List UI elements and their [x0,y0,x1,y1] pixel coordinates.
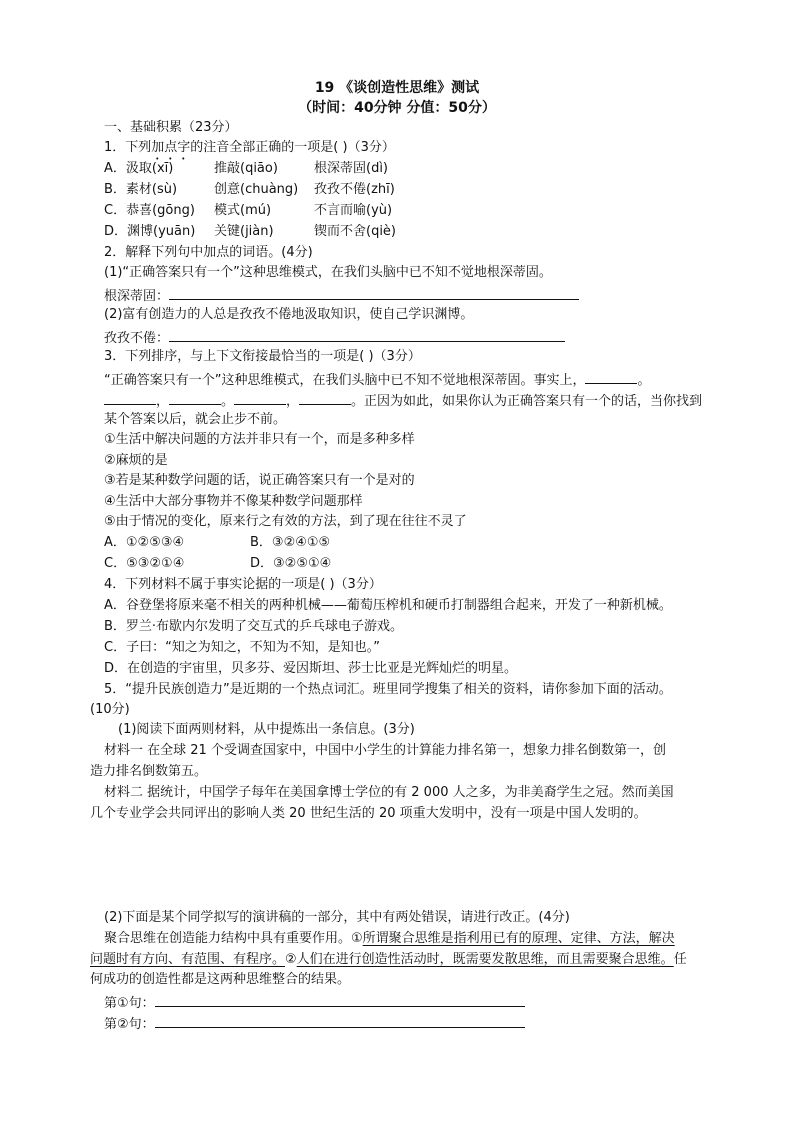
q5-material-1-line-1: 材料一 在全球 21 个受调查国家中，中国中小学生的计算能力排名第一，想象力排名倒数第一，创 [104,743,666,758]
q4-stem: 4．下列材料不属于事实论据的一项是( )（3分） [104,577,382,592]
q3-passage-line-2: ， 。 ， 。正因为如此，如果你认为正确答案只有一个的话，当你找到 [104,389,702,412]
worksheet-page: 19 《谈创造性思维》测试 （时间：40分钟 分值：50分） 一、基础积累（23分） 1．下列加点字的注音全部正确的一项是( )（3分） A．汲取(xī) 推敲(qiāo) 根深蒂固(dì) B．素材(sù) 创意(chuàng) 孜孜不倦(zhī) C．恭喜(gōng) 模式(mú) 不言而喻(yù) D．渊博(yuān) 关键(jiàn) 锲而不舍(qiè) 2．解释下列句中加点的词语。(4分) (1)“正确答案只有一个”这种思维模式，在我们头脑中已不知不觉地根深蒂固。 根深蒂固： (2)富有创造力的人总是孜孜不倦地汲取知识，使自己学识渊博。 孜孜不倦： 3．下列排序，与上下文衔接最恰当的一项是( )（3分） “正确答案只有一个”这种思维模式，在我们头脑中已不知不觉地根深蒂固。事实上， 。 ， 。 ， 。正因为如此，如果你认为正确答案只有一个的话，当你找到 某个答案以后，就会止步不前。 ①生活中解决问题的方法并非只有一个，而是多种多样 ②麻烦的是 ③若是某种数学问题的话，说正确答案只有一个是对的 ④生活中大部分事物并不像某种数学问题那样 ⑤由于情况的变化，原来行之有效的方法，到了现在往往不灵了 A．①②⑤③④ B．③②④①⑤ C．⑤③②①④ D．③②⑤①④ 4．下列材料不属于事实论据的一项是( )（3分） A．谷登堡将原来毫不相关的两种机械——葡萄压榨机和硬币打制器组合起来，开发了一种新机械。 B．罗兰·布歇内尔发明了交互式的乒乓球电子游戏。 C．子曰：“知之为知之，不知为不知，是知也。” D．在创造的宇宙里，贝多芬、爱因斯坦、莎士比亚是光辉灿烂的明星。 5．“提升民族创造力”是近期的一个热点词汇。班里同学搜集了相关的资料，请你参加下面的活动。 (10分) (1)阅读下面两则材料，从中提炼出一条信息。(3分) 材料一 在全球 21 个受调查国家中，中国中小学生的计算能力排名第一，想象力排名倒数第一，创 造力排名倒数第五。 材料二 据统计，中国学子每年在美国拿博士学位的有 2 000 人之多，为非美裔学生之冠。然而美国 几个专业学会共同评出的影响人类 20 世纪生活的 20 项重大发明中，没有一项是中国人发明的。 (2)下面是某个同学拟写的演讲稿的一部分，其中有两处错误，请进行改正。(4分) 聚合思维在创造能力结构中具有重要作用。①所谓聚合思维是指利用已有的原理、定律、方法，解决 问题时有方向、有范围、有程序。②人们在进行创造性活动时，既需要发散思维，而且需要聚合思维。任 何成功的创造性都是这两种思维整合的结果。 第①句： 第②句： [0,0,794,1123]
q5-stem-score: (10分) [90,702,130,717]
q3-passage-line-3: 某个答案以后，就会止步不前。 [104,412,287,427]
q3-option-b: B．③②④①⑤ [250,535,331,550]
q3-stem: 3．下列排序，与上下文衔接最恰当的一项是( )（3分） [104,349,421,364]
page-subtitle: （时间：40分钟 分值：50分） [298,100,496,116]
q2-answer-blank-1[interactable] [169,284,579,300]
q5-material-2-line-2: 几个专业学会共同评出的影响人类 20 世纪生活的 20 项重大发明中，没有一项是中国人发明的。 [90,806,647,821]
q5-speech-line-2: 问题时有方向、有范围、有程序。②人们在进行创造性活动时，既需要发散思维，而且需要聚合思维。任 [90,952,687,967]
q3-item-5: ⑤由于情况的变化，原来行之有效的方法，到了现在往往不灵了 [104,514,467,529]
q2-stem: 2．解释下列句中加点的词语。(4分) [104,245,313,260]
q4-option-b: B．罗兰·布歇内尔发明了交互式的乒乓球电子游戏。 [104,619,404,634]
section-heading: 一、基础积累（23分） [104,120,238,135]
q2-answer-line-1: 根深蒂固： [104,284,579,307]
q5-speech-line-3: 何成功的创造性都是这两种思维整合的结果。 [90,972,351,987]
q4-option-d: D．在创造的宇宙里，贝多芬、爱因斯坦、莎士比亚是光辉灿烂的明星。 [104,661,518,676]
q3-option-c: C．⑤③②①④ [104,556,185,571]
q3-item-2: ②麻烦的是 [104,453,168,468]
q3-option-a: A．①②⑤③④ [104,535,185,550]
q3-blank-5[interactable] [299,389,351,405]
q5-material-2-line-1: 材料二 据统计，中国学子每年在美国拿博士学位的有 2 000 人之多，为非美裔学生之冠。然而美国 [104,785,674,800]
q5-answer-line-1: 第①句： [104,991,525,1014]
q3-blank-2[interactable] [104,389,156,405]
q5-answer-blank-1[interactable] [155,991,525,1007]
q5-answer-blank-2[interactable] [155,1012,525,1028]
q5-sub-1: (1)阅读下面两则材料，从中提炼出一条信息。(3分) [118,722,415,737]
q3-option-d: D．③②⑤①④ [250,556,332,571]
q3-blank-3[interactable] [169,389,221,405]
q5-answer-line-2: 第②句： [104,1012,525,1035]
q3-item-1: ①生活中解决问题的方法并非只有一个，而是多种多样 [104,432,415,447]
q3-passage-line-1: “正确答案只有一个”这种思维模式，在我们头脑中已不知不觉地根深蒂固。事实上， 。 [104,368,651,391]
q5-material-1-line-2: 造力排名倒数第五。 [90,764,208,779]
q5-sub-2: (2)下面是某个同学拟写的演讲稿的一部分，其中有两处错误，请进行改正。(4分) [104,910,570,925]
q2-sentence-2: (2)富有创造力的人总是孜孜不倦地汲取知识，使自己学识渊博。 [104,307,474,322]
q3-item-4: ④生活中大部分事物并不像某种数学问题那样 [104,494,363,509]
q2-sentence-1: (1)“正确答案只有一个”这种思维模式，在我们头脑中已不知不觉地根深蒂固。 [104,265,552,280]
q2-answer-blank-2[interactable] [169,326,565,342]
q3-item-3: ③若是某种数学问题的话，说正确答案只有一个是对的 [104,473,415,488]
q2-answer-line-2: 孜孜不倦： [104,326,565,349]
q5-speech-line-1: 聚合思维在创造能力结构中具有重要作用。①所谓聚合思维是指利用已有的原理、定律、方法，解决 [104,931,675,946]
page-title: 19 《谈创造性思维》测试 [314,80,480,96]
q4-option-a: A．谷登堡将原来毫不相关的两种机械——葡萄压榨机和硬币打制器组合起来，开发了一种新机械。 [104,598,672,613]
q3-blank-4[interactable] [234,389,286,405]
q3-blank-1[interactable] [585,368,637,384]
q5-stem: 5．“提升民族创造力”是近期的一个热点词汇。班里同学搜集了相关的资料，请你参加下面的活动。 [104,682,672,697]
q4-option-c: C．子曰：“知之为知之，不知为不知，是知也。” [104,640,381,655]
q1-stem: 1．下列加点字的注音全部正确的一项是( )（3分） [104,140,395,155]
